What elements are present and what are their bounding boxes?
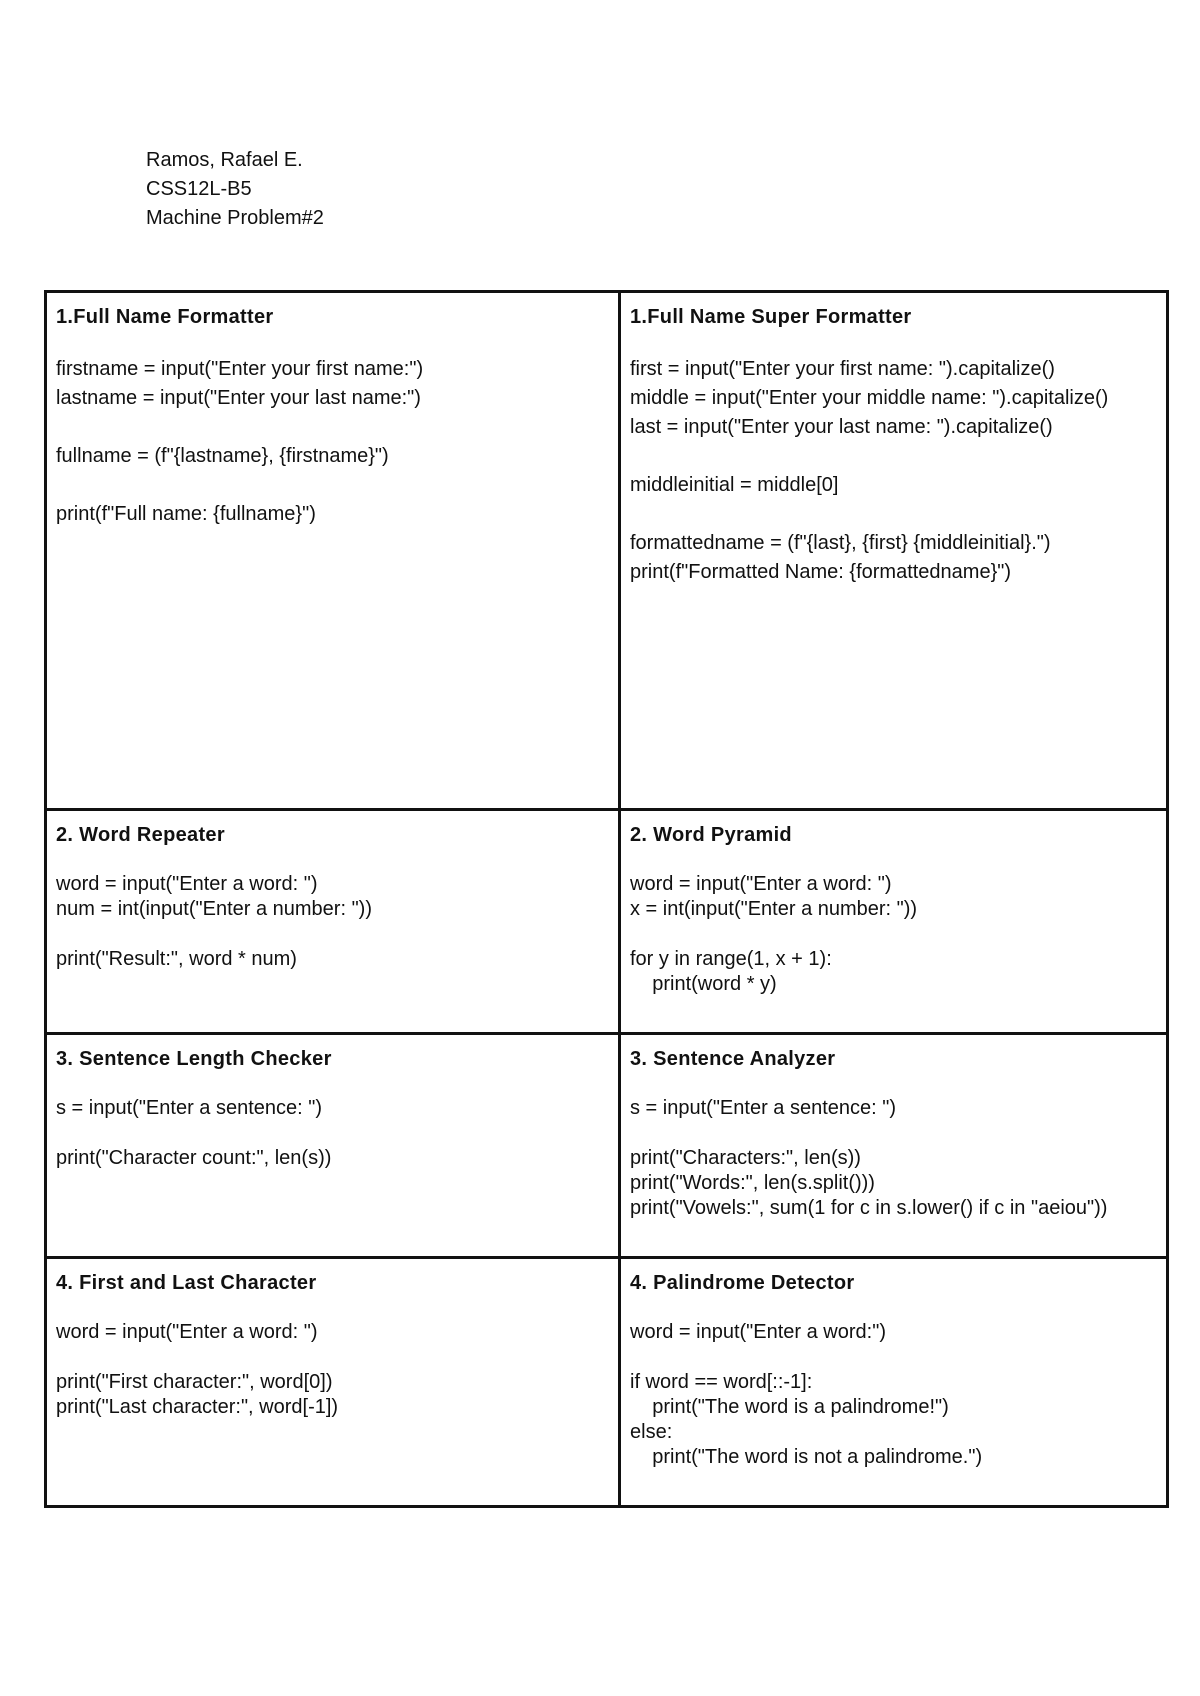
code-block: word = input("Enter a word: ") print("First character:", word[0]) print("Last character:", word[-1]) [56,1321,339,1418]
problem-title: 4. Palindrome Detector [630,1272,855,1294]
problem-cell [621,1259,1169,1505]
course-section: CSS12L-B5 [146,178,252,200]
problem-cell [621,1035,1169,1256]
problem-title: 3. Sentence Length Checker [56,1048,332,1070]
code-block: s = input("Enter a sentence: ") print("Character count:", len(s)) [56,1097,332,1169]
student-name: Ramos, Rafael E. [146,149,303,171]
problem-title: 1.Full Name Formatter [56,306,274,328]
code-block: word = input("Enter a word:") if word == word[::-1]: print("The word is a palindrome!") else: print("The word is not a palindrome.") [630,1321,983,1468]
document-header [146,146,324,233]
code-block: firstname = input("Enter your first name:") lastname = input("Enter your last name:") fullname = (f"{lastname}, {firstname}") print(f"Full name: {fullname}") [56,358,424,525]
problem-title: 2. Word Repeater [56,824,225,846]
problem-cell [621,811,1169,1032]
problem-cell [47,1035,618,1256]
problem-title: 3. Sentence Analyzer [630,1048,836,1070]
problem-cell [47,811,618,1032]
problem-title: 1.Full Name Super Formatter [630,306,912,328]
code-block: first = input("Enter your first name: ").capitalize() middle = input("Enter your middle name: ").capitalize() last = input("Enter your last name: ").capitalize() middleinitial = middle[0] formattedname = (f"{last}, {first} {middleinitial}.") print(f"Formatted Name: {formattedname}") [630,358,1109,583]
problem-cell [47,1259,618,1505]
code-block: word = input("Enter a word: ") num = int(input("Enter a number: ")) print("Result:", word * num) [56,873,372,970]
problem-title: 4. First and Last Character [56,1272,317,1294]
problem-cell [621,293,1169,808]
assignment-title: Machine Problem#2 [146,207,324,229]
code-block: word = input("Enter a word: ") x = int(input("Enter a number: ")) for y in range(1, x + 1): print(word * y) [630,873,918,995]
problem-title: 2. Word Pyramid [630,824,792,846]
problem-cell [47,293,618,808]
code-block: s = input("Enter a sentence: ") print("Characters:", len(s)) print("Words:", len(s.split())) print("Vowels:", sum(1 for c in s.lower() if c in "aeiou")) [630,1097,1108,1219]
problems-table [44,290,1169,1508]
